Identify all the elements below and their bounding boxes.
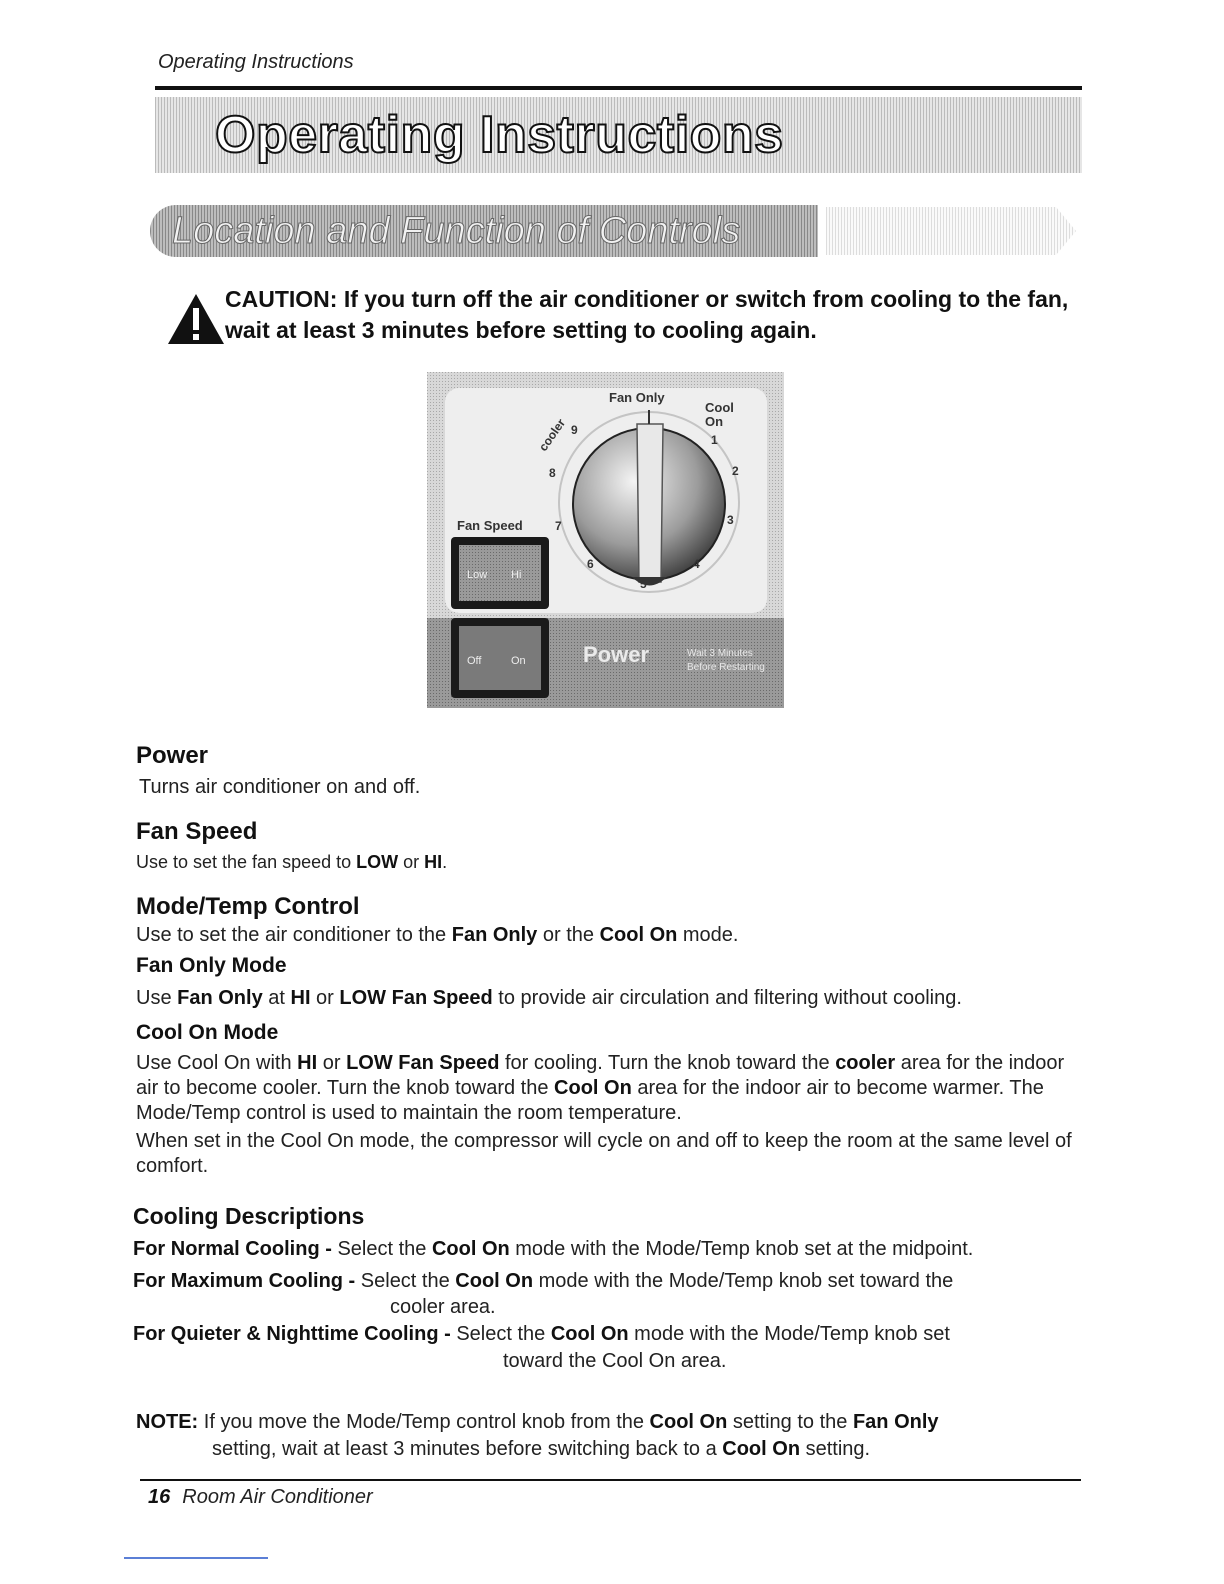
power-on-label: On — [511, 655, 526, 667]
fan-only-mode-heading: Fan Only Mode — [136, 954, 287, 977]
fan-speed-label: Fan Speed — [457, 518, 523, 533]
note-text: NOTE: If you move the Mode/Temp control knob from the Cool On setting to the Fan Only — [136, 1411, 939, 1433]
quieter-cooling-text-2: toward the Cool On area. — [503, 1350, 727, 1372]
footer-rule — [140, 1479, 1081, 1481]
fan-only-label: Fan Only — [609, 390, 665, 405]
warning-icon — [166, 292, 226, 346]
fan-hi-label: Hi — [511, 569, 522, 581]
header-rule — [155, 86, 1082, 90]
wait-label-1: Wait 3 Minutes — [687, 648, 753, 659]
fan-only-mode-text: Use Fan Only at HI or LOW Fan Speed to provide air circulation and filtering without cooling. — [136, 987, 962, 1009]
dial-number: 9 — [571, 423, 578, 437]
mode-temp-heading: Mode/Temp Control — [136, 893, 360, 920]
page-number: 16 — [148, 1486, 171, 1508]
dial-number: 2 — [732, 464, 739, 478]
caution-label: CAUTION: — [225, 286, 338, 312]
dial-number: 4 — [693, 557, 700, 571]
footer-title: Room Air Conditioner — [182, 1486, 373, 1508]
control-panel-illustration — [427, 372, 784, 708]
cool-on-mode-text-2: When set in the Cool On mode, the compressor will cycle on and off to keep the room at the same level of comfort. — [136, 1130, 1072, 1177]
wait-label-2: Before Restarting — [687, 662, 765, 673]
cooler-label: cooler — [535, 416, 569, 454]
dial-number: 6 — [587, 557, 594, 571]
power-off-label: Off — [467, 655, 482, 667]
dial-number: 5 — [640, 577, 647, 591]
normal-cooling-text: For Normal Cooling - Select the Cool On mode with the Mode/Temp knob set at the midpoint. — [133, 1238, 974, 1260]
page-footer — [148, 1486, 373, 1509]
subsection-title: Location and Function of Controls — [172, 210, 741, 252]
dial-number: 8 — [549, 466, 556, 480]
dial-number: 3 — [727, 513, 734, 527]
decorative-line — [124, 1557, 268, 1559]
power-heading: Power — [136, 742, 209, 769]
caution-text: If you turn off the air conditioner or switch from cooling to the fan, wait at least 3 minutes before setting to cooling again. — [225, 286, 1069, 343]
cool-on-mode-text: Use Cool On with HI or LOW Fan Speed for cooling. Turn the knob toward the cooler area for the indoor air to become cooler. Turn the knob toward the Cool On area for the indoor air to become warmer. The Mode/Temp control is used to maintain the room temperature. — [136, 1052, 1065, 1124]
maximum-cooling-text-2: cooler area. — [390, 1296, 496, 1318]
quieter-cooling-text: For Quieter & Nighttime Cooling - Select the Cool On mode with the Mode/Temp knob set — [133, 1323, 950, 1345]
banner-title: Operating Instructions — [215, 106, 784, 164]
note-text-2: setting, wait at least 3 minutes before switching back to a Cool On setting. — [212, 1438, 871, 1460]
dial-number: 7 — [555, 519, 562, 533]
cool-label: Cool — [705, 400, 734, 415]
section-banner — [155, 97, 1082, 173]
running-header: Operating Instructions — [158, 51, 354, 73]
dial-number: 1 — [711, 433, 718, 447]
mode-temp-text: Use to set the air conditioner to the Fan Only or the Cool On mode. — [136, 924, 739, 946]
cooling-descriptions-heading: Cooling Descriptions — [133, 1203, 365, 1229]
cool-on-mode-heading: Cool On Mode — [136, 1021, 279, 1044]
subsection-banner — [150, 205, 818, 257]
on-label: On — [705, 414, 724, 429]
caution-message — [225, 284, 1085, 346]
subsection-banner-tail — [826, 207, 1076, 255]
power-panel-label: Power — [583, 642, 650, 667]
fan-speed-heading: Fan Speed — [136, 818, 258, 845]
maximum-cooling-text: For Maximum Cooling - Select the Cool On mode with the Mode/Temp knob set toward the — [133, 1270, 954, 1292]
fan-speed-text: Use to set the fan speed to LOW or HI. — [136, 852, 448, 872]
power-text: Turns air conditioner on and off. — [139, 776, 421, 798]
fan-low-label: Low — [467, 569, 488, 581]
